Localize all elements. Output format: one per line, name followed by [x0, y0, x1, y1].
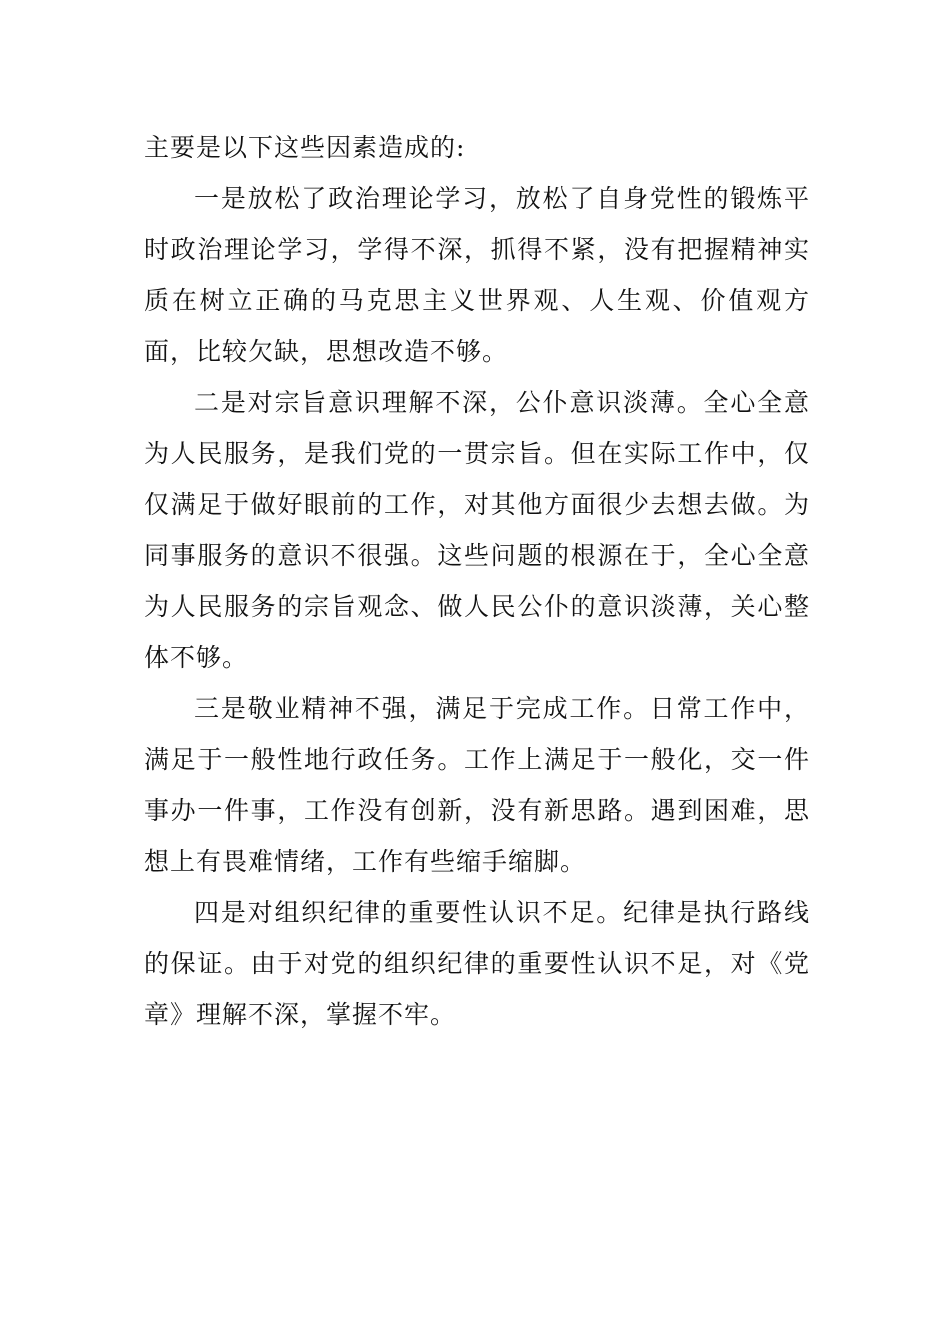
paragraph-point-2: 二是对宗旨意识理解不深，公仆意识淡薄。全心全意为人民服务，是我们党的一贯宗旨。但在实际工作中，仅仅满足于做好眼前的工作，对其他方面很少去想去做。为同事服务的意识不很强。这些问题的根源在于，全心全意为人民服务的宗旨观念、做人民公仆的意识淡薄，关心整体不够。 — [144, 388, 810, 672]
paragraph-point-4: 四是对组织纪律的重要性认识不足。纪律是执行路线的保证。由于对党的组织纪律的重要性认识不足，对《党章》理解不深，掌握不牢。 — [144, 898, 810, 1029]
paragraph-intro: 主要是以下这些因素造成的: — [144, 133, 466, 162]
document-body — [144, 122, 810, 1040]
paragraph-point-1: 一是放松了政治理论学习，放松了自身党性的锻炼平时政治理论学习，学得不深，抓得不紧，没有把握精神实质在树立正确的马克思主义世界观、人生观、价值观方面，比较欠缺，思想改造不够。 — [144, 184, 810, 366]
paragraph-point-3: 三是敬业精神不强，满足于完成工作。日常工作中，满足于一般性地行政任务。工作上满足于一般化，交一件事办一件事，工作没有创新，没有新思路。遇到困难，思想上有畏难情绪，工作有些缩手缩脚。 — [144, 694, 810, 876]
